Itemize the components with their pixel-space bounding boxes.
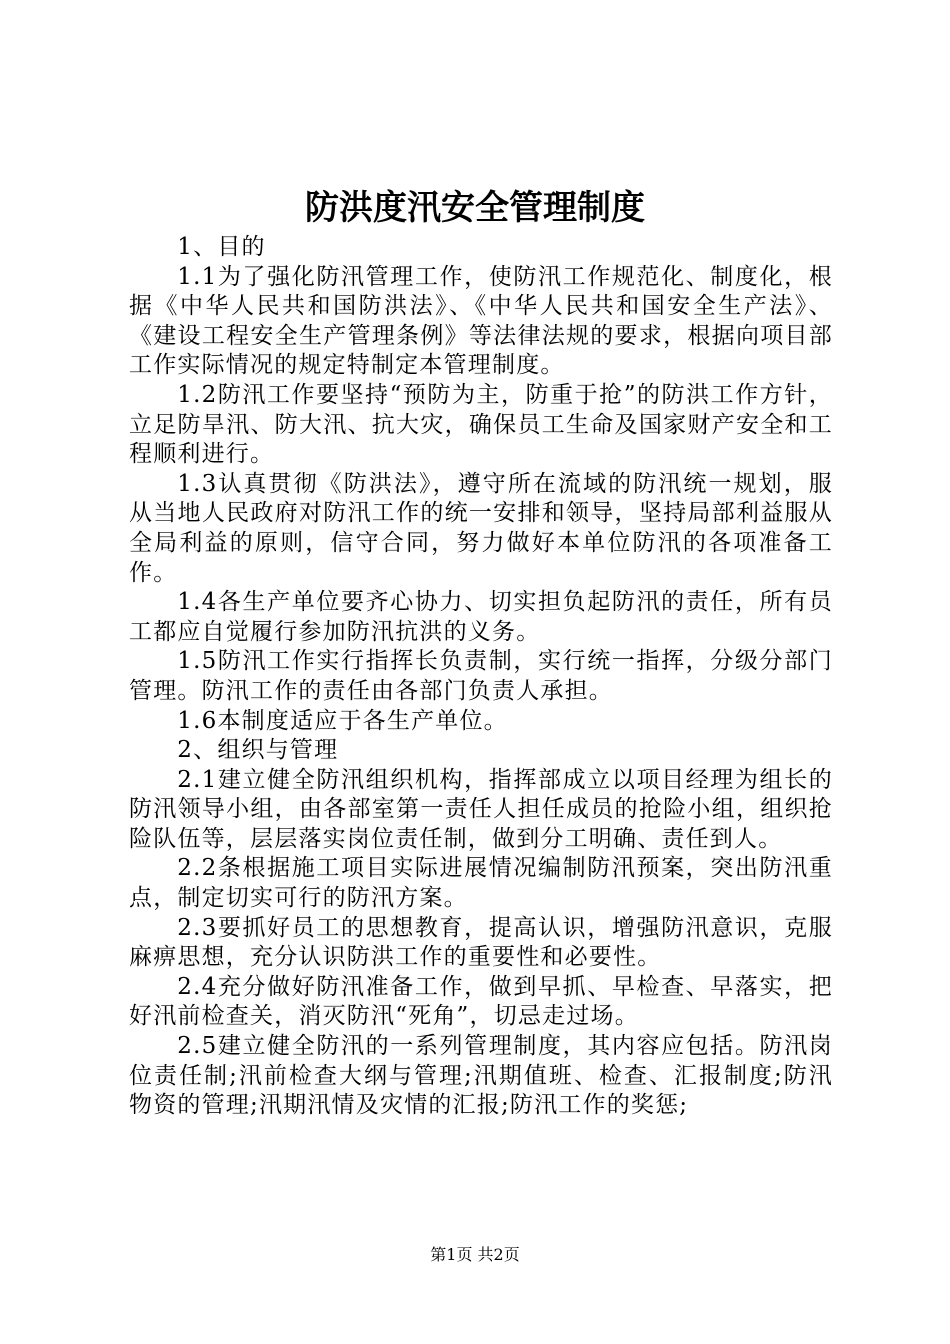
document-body: [129, 233, 833, 1121]
page-footer: 第1页 共2页: [430, 1245, 520, 1264]
paragraph: 2.3要抓好员工的思想教育，提高认识，增强防汛意识，克服麻痹思想，充分认识防洪工作的重要性和必要性。: [129, 914, 833, 971]
paragraph: 2.2条根据施工项目实际进展情况编制防汛预案，突出防汛重点，制定切实可行的防汛方案。: [129, 855, 833, 912]
document-title: 防洪度汛安全管理制度: [305, 188, 645, 228]
paragraph: 1.6本制度适应于各生产单位。: [177, 707, 508, 734]
paragraph: 1.2防汛工作要坚持“预防为主，防重于抢”的防洪工作方针，立足防旱汛、防大汛、抗大灾，确保员工生命及国家财产安全和工程顺利进行。: [129, 381, 833, 468]
paragraph: 1.3认真贯彻《防洪法》，遵守所在流域的防汛统一规划，服从当地人民政府对防汛工作的统一安排和领导，坚持局部利益服从全局利益的原则，信守合同，努力做好本单位防汛的各项准备工作。: [129, 470, 833, 586]
paragraph: 1.1为了强化防汛管理工作，使防汛工作规范化、制度化，根据《中华人民共和国防洪法》、《中华人民共和国安全生产法》、《建设工程安全生产管理条例》等法律法规的要求，根据向项目部工作实际情况的规定特制定本管理制度。: [129, 263, 833, 379]
paragraph: 2.5建立健全防汛的一系列管理制度，其内容应包括。防汛岗位责任制;汛前检查大纲与管理;汛期值班、检查、汇报制度;防汛物资的管理;汛期汛情及灾情的汇报;防汛工作的奖惩;: [129, 1033, 833, 1119]
paragraph: 2.4充分做好防汛准备工作，做到早抓、早检查、早落实，把好汛前检查关，消灭防汛“死角”，切忌走过场。: [129, 973, 833, 1030]
section-heading: 2、组织与管理: [177, 737, 339, 764]
paragraph: 1.5防汛工作实行指挥长负责制，实行统一指挥，分级分部门管理。防汛工作的责任由各部门负责人承担。: [129, 648, 833, 704]
paragraph: 2.1建立健全防汛组织机构，指挥部成立以项目经理为组长的防汛领导小组，由各部室第一责任人担任成员的抢险小组，组织抢险队伍等，层层落实岗位责任制，做到分工明确、责任到人。: [129, 766, 833, 852]
section-heading: 1、目的: [177, 234, 266, 260]
paragraph: 1.4各生产单位要齐心协力、切实担负起防汛的责任，所有员工都应自觉履行参加防汛抗洪的义务。: [129, 589, 833, 645]
